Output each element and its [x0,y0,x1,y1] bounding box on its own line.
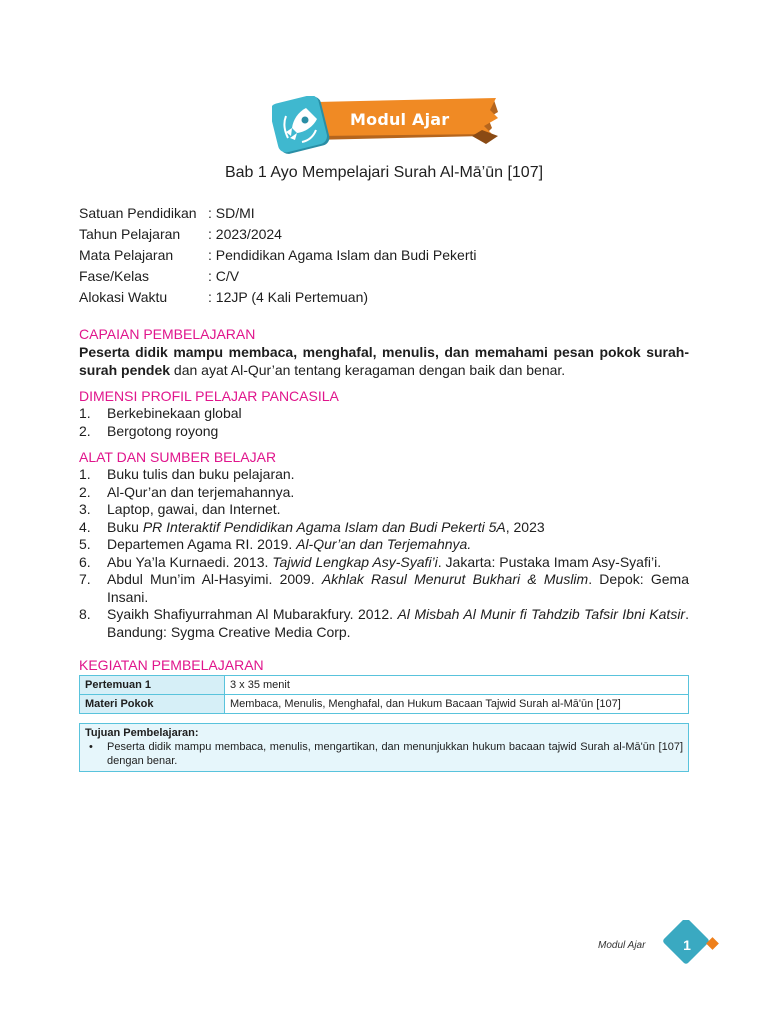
dimensi-section [79,387,689,440]
meta-value: : Pendidikan Agama Islam dan Budi Pekerti [208,247,477,263]
meta-row [79,245,477,266]
meta-value: : SD/MI [208,205,255,221]
capaian-text [79,343,689,379]
list-item-text: Syaikh Shafiyurrahman Al Mubarakfury. 2012. Al Misbah Al Munir fi Tahdzib Tafsir Ibni Katsir. Bandung: Sygma Creative Media Corp. [107,606,689,640]
section-heading: CAPAIAN PEMBELAJARAN [79,326,256,342]
table-key: Materi Pokok [80,695,225,714]
meta-value: : 2023/2024 [208,226,282,242]
dimensi-list [79,405,689,440]
capaian-section [79,325,689,379]
page-number: 1 [683,937,691,953]
meta-label: Fase/Kelas [79,268,150,284]
list-item: 8. Syaikh Shafiyurrahman Al Mubarakfury. 2012. Al Misbah Al Munir fi Tahdzib Tafsir Ibni Katsir. Bandung: Sygma Creative Media Corp. [79,606,689,640]
table-key: Pertemuan 1 [80,676,225,695]
list-item: 1. Berkebinekaan global [79,405,689,423]
table-row [80,676,689,695]
kegiatan-section [79,656,689,674]
list-item-text: Buku PR Interaktif Pendidikan Agama Islam dan Budi Pekerti 5A, 2023 [107,518,545,535]
section-heading: KEGIATAN PEMBELAJARAN [79,657,264,673]
meta-row [79,266,477,287]
list-item: 4. Buku PR Interaktif Pendidikan Agama Islam dan Budi Pekerti 5A, 2023 [79,519,689,537]
meta-value: : C/V [208,268,240,284]
meta-row [79,203,477,224]
capaian-bold-text: Peserta didik mampu membaca, menghafal, menulis, dan memahami pesan pokok surah-surah pendek [79,344,689,378]
meta-label: Alokasi Waktu [79,289,168,305]
list-item: 6. Abu Ya’la Kurnaedi. 2013. Tajwid Lengkap Asy-Syafi’i. Jakarta: Pustaka Imam Asy-Syafi’i. [79,554,689,572]
meta-info [79,203,477,308]
meta-row [79,287,477,308]
logo-text: Modul Ajar [350,110,450,129]
section-heading: DIMENSI PROFIL PELAJAR PANCASILA [79,388,339,404]
alat-list [79,466,689,641]
tujuan-item [85,740,683,768]
alat-section [79,448,689,641]
meta-row [79,224,477,245]
tujuan-box [79,723,689,772]
meta-value: : 12JP (4 Kali Pertemuan) [208,289,369,305]
list-item: 5. Departemen Agama RI. 2019. Al-Qur’an dan Terjemahnya. [79,536,689,554]
kegiatan-table [79,675,689,714]
list-item-text: Bergotong royong [107,422,219,439]
list-item-text: Abu Ya’la Kurnaedi. 2013. Tajwid Lengkap Asy-Syafi’i. Jakarta: Pustaka Imam Asy-Syafi’i. [107,553,662,570]
list-item-text: Berkebinekaan global [107,405,242,421]
section-heading: ALAT DAN SUMBER BELAJAR [79,449,277,465]
list-item: 1. Buku tulis dan buku pelajaran. [79,466,689,484]
meta-label: Mata Pelajaran [79,247,174,263]
table-value: 3 x 35 menit [225,676,689,695]
modul-ajar-logo [272,96,502,158]
list-item-text: Abdul Mun’im Al-Hasyimi. 2009. Akhlak Rasul Menurut Bukhari & Muslim. Depok: Gema Insani. [107,571,689,605]
list-item-text: Al-Qur’an dan terjemahannya. [107,483,295,500]
bullet-icon: • [89,741,93,753]
tujuan-item-text: Peserta didik mampu membaca, menulis, mengartikan, dan menunjukkan hukum bacaan tajwid Surah al-Mā'ūn [107] dengan benar. [107,741,683,767]
meta-label: Tahun Pelajaran [79,226,181,242]
tujuan-heading: Tujuan Pembelajaran: [85,727,199,739]
list-item-text: Buku tulis dan buku pelajaran. [107,466,295,482]
capaian-rest-text: dan ayat Al-Qur’an tentang keragaman dengan baik dan benar. [170,362,566,378]
chapter-title: Bab 1 Ayo Mempelajari Surah Al-Mā’ūn [107] [224,164,544,181]
list-item: 3. Laptop, gawai, dan Internet. [79,501,689,519]
list-item-text: Departemen Agama RI. 2019. Al-Qur’an dan Terjemahnya. [107,536,472,552]
list-item-text: Laptop, gawai, dan Internet. [107,501,281,517]
list-item: 2. Bergotong royong [79,423,689,441]
list-item: 2. Al-Qur’an dan terjemahannya. [79,484,689,502]
table-row [80,695,689,714]
meta-label: Satuan Pendidikan [79,205,197,221]
table-value: Membaca, Menulis, Menghafal, dan Hukum Bacaan Tajwid Surah al-Mā'ūn [107] [225,695,689,714]
footer-label: Modul Ajar [598,940,646,951]
list-item: 7. Abdul Mun’im Al-Hasyimi. 2009. Akhlak Rasul Menurut Bukhari & Muslim. Depok: Gema Insani. [79,571,689,605]
